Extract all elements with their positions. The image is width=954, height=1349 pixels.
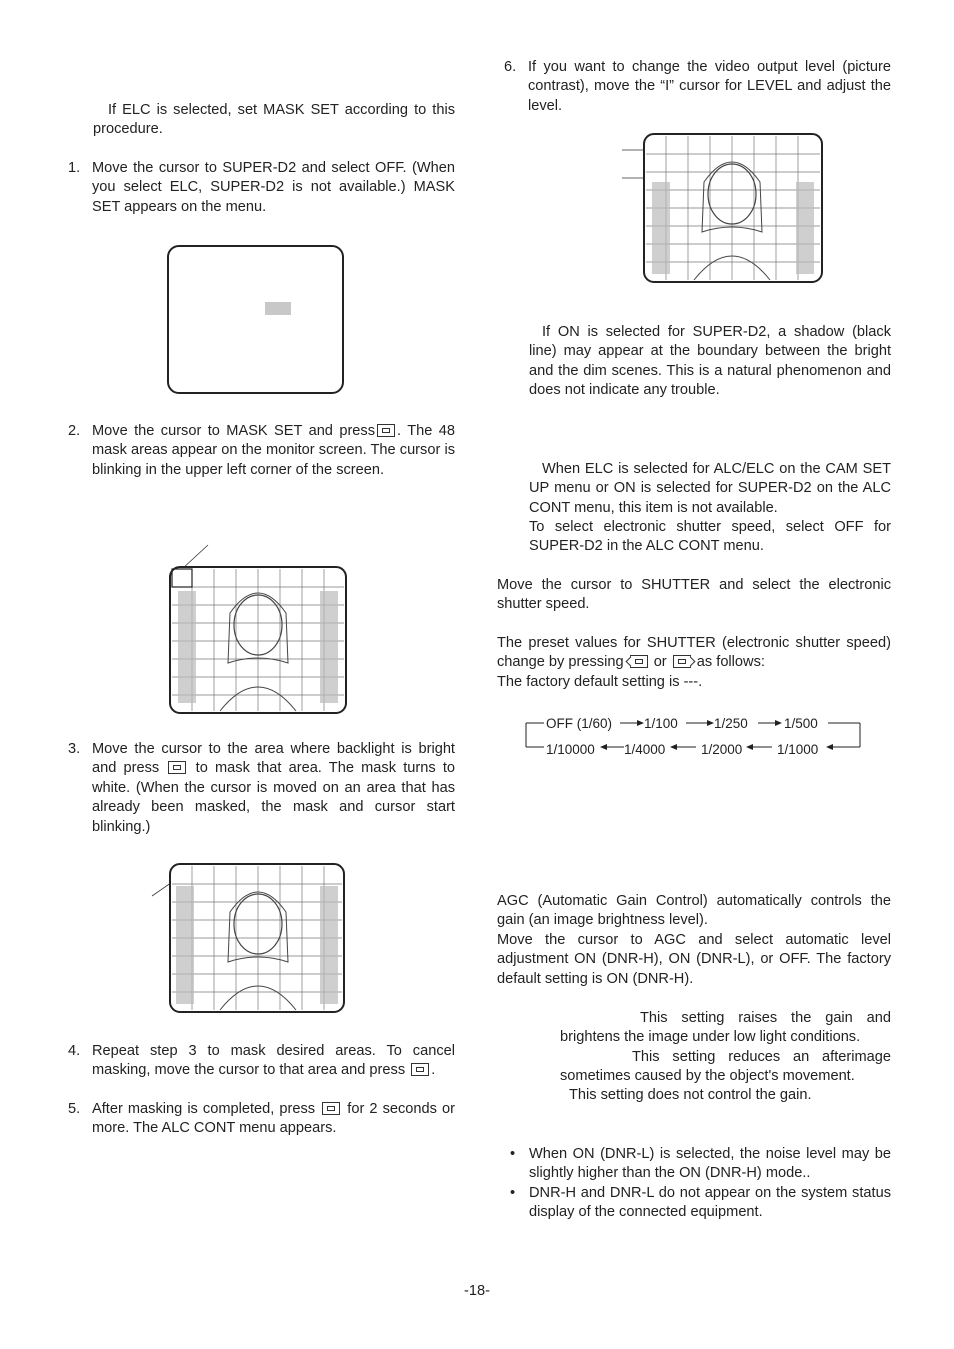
mask-set-intro: If ELC is selected, set MASK SET according to this procedure. — [93, 102, 455, 138]
monitor-level-screen — [620, 132, 825, 284]
shutter-1-250: 1/250 — [714, 716, 748, 731]
monitor-mask-grid-2 — [150, 862, 350, 1014]
shutter-1-2000: 1/2000 — [701, 742, 743, 757]
agc-off-desc: This setting does not control the gain. — [569, 1087, 812, 1103]
shutter-1-10000: 1/10000 — [546, 742, 595, 757]
step-3: 3. Move the cursor to the area where backlight is bright and press to mask that area. The mask turns to white. (When the cursor is moved on an area that has already been masked, the mask and cursor start blinking.) — [68, 741, 456, 835]
curtain-left — [652, 182, 670, 274]
monitor-mask-grid-1 — [160, 543, 350, 715]
menu-cursor-highlight — [265, 302, 291, 315]
agc-instruction: Move the cursor to AGC and select automatic level adjustment ON (DNR-H), ON (DNR-L), or OFF. The factory default setting is ON (DNR-H). — [497, 932, 891, 987]
shutter-1-500: 1/500 — [784, 716, 818, 731]
curtain-left — [176, 886, 194, 1004]
cursor-callout-line — [182, 545, 208, 569]
shutter-1-4000: 1/4000 — [624, 742, 666, 757]
left-button-icon — [630, 655, 648, 668]
shutter-instruction: Move the cursor to SHUTTER and select the electronic shutter speed. — [497, 577, 891, 613]
shutter-off: OFF (1/60) — [546, 716, 613, 731]
shutter-1-100: 1/100 — [644, 716, 678, 731]
shutter-preset-text: The preset values for SHUTTER (electronic shutter speed) change by pressing or as follows: — [497, 635, 891, 671]
shutter-1-1000: 1/1000 — [777, 742, 819, 757]
curtain-right — [796, 182, 814, 274]
shutter-availability-note: When ELC is selected for ALC/ELC on the CAM SET UP menu or ON is selected for SUPER-D2 on the ALC CONT menu, this item is not available. — [529, 461, 891, 516]
super-d2-note: If ON is selected for SUPER-D2, a shadow (black line) may appear at the boundary between the bright and the dim scenes. This is a natural phenomenon and does not indicate any trouble. — [529, 324, 891, 399]
bullet-icon: • — [510, 1146, 516, 1162]
curtain-right — [320, 591, 338, 703]
step-2: 2. Move the cursor to MASK SET and press . The 48 mask areas appear on the monitor screen. The cursor is blinking in the upper left corner of the screen. — [68, 423, 456, 478]
set-button-icon — [168, 761, 186, 774]
set-button-icon — [322, 1102, 340, 1115]
step-5: 5. After masking is completed, press for 2 seconds or more. The ALC CONT menu appears. — [68, 1101, 455, 1137]
agc-description: AGC (Automatic Gain Control) automatically controls the gain (an image brightness level). — [497, 893, 891, 929]
shutter-select-note: To select electronic shutter speed, select OFF for SUPER-D2 in the ALC CONT menu. — [529, 519, 891, 555]
set-button-icon — [377, 424, 395, 437]
shutter-default: The factory default setting is ---. — [497, 674, 703, 690]
page-number: -18- — [464, 1283, 490, 1299]
agc-dnr-l-desc: This setting reduces an afterimage sometimes caused by the object's movement. — [560, 1049, 891, 1085]
agc-dnr-h-desc: This setting raises the gain and brightens the image under low light conditions. — [560, 1010, 891, 1046]
curtain-right — [320, 886, 338, 1004]
note-bullet-2: • DNR-H and DNR-L do not appear on the system status display of the connected equipment. — [510, 1185, 891, 1221]
note-bullet-1: • When ON (DNR-L) is selected, the noise level may be slightly higher than the ON (DNR-H) mode.. — [510, 1146, 891, 1182]
set-button-icon — [411, 1063, 429, 1076]
curtain-left — [178, 591, 196, 703]
right-button-icon — [673, 655, 691, 668]
monitor-menu-screen — [167, 245, 344, 394]
bullet-icon: • — [510, 1185, 516, 1201]
step-1: 1. Move the cursor to SUPER-D2 and select OFF. (When you select ELC, SUPER-D2 is not available.) MASK SET appears on the menu. — [68, 160, 455, 215]
step-6: 6. If you want to change the video output level (picture contrast), move the “I” cursor for LEVEL and adjust the level. — [504, 59, 891, 114]
step-4: 4. Repeat step 3 to mask desired areas. To cancel masking, move the cursor to that area and press . — [68, 1043, 455, 1079]
